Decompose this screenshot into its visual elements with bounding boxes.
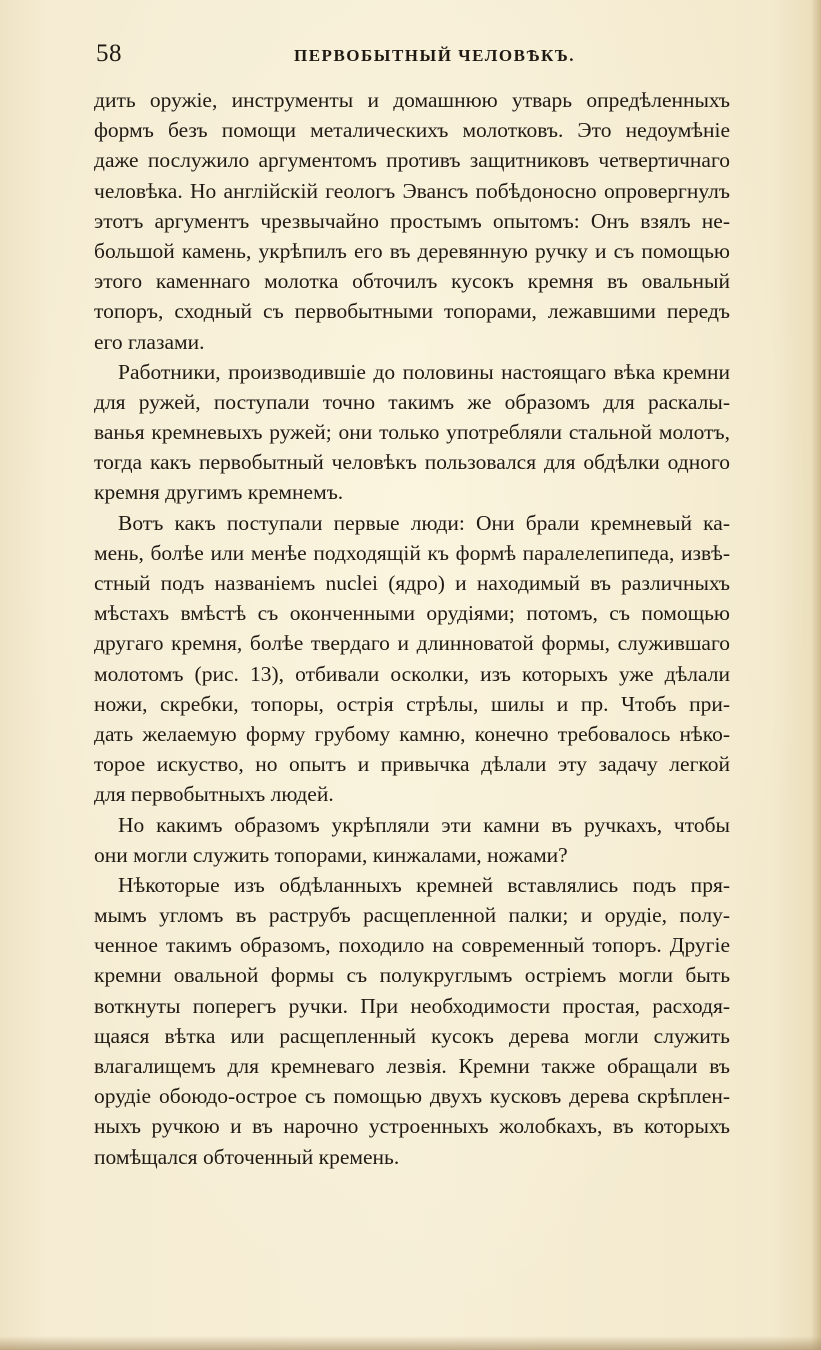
- text-line: Вотъ какъ поступали первые люди: Они брали кремневый ка-: [118, 510, 730, 535]
- text-line: большой камень, укрѣпилъ его въ деревянную ручку и съ помощью: [94, 238, 730, 263]
- text-line: его глазами.: [94, 329, 205, 354]
- text-line: этого каменнаго молотка обточилъ кусокъ кремня въ овальный: [94, 269, 730, 294]
- paragraph: [94, 357, 730, 508]
- text-line: тогда какъ первобытный человѣкъ пользовался для обдѣлки одного: [94, 450, 730, 475]
- text-line: ченное такимъ образомъ, походило на современный топоръ. Другіе: [94, 933, 730, 958]
- text-line: помѣщался обточенный кремень.: [94, 1144, 400, 1169]
- text-line: ныхъ ручкою и въ нарочно устроенныхъ жолобкахъ, въ которыхъ: [94, 1114, 730, 1139]
- body-text: [94, 85, 730, 1172]
- text-line: топоръ, сходный съ первобытными топорами, лежавшими передъ: [94, 299, 730, 324]
- text-line: торое искуство, но опытъ и привычка дѣлали эту задачу легкой: [94, 752, 730, 777]
- text-line: орудіе обоюдо-острое съ помощью двухъ кусковъ дерева скрѣплен-: [94, 1084, 730, 1109]
- text-line: даже послужило аргументомъ противъ защитниковъ четвертичнаго: [94, 148, 730, 173]
- page-number: 58: [96, 40, 122, 67]
- paragraph: [94, 810, 730, 870]
- text-line: Но какимъ образомъ укрѣпляли эти камни въ ручкахъ, чтобы: [118, 812, 730, 837]
- text-line: для ружей, поступали точно такимъ же образомъ для раскалы-: [94, 389, 730, 414]
- text-line: Нѣкоторые изъ обдѣланныхъ кремней вставлялись подъ пря-: [118, 872, 730, 897]
- text-line: кремни овальной формы съ полукруглымъ остріемъ могли быть: [94, 963, 730, 988]
- page-edge-shadow-right: [811, 0, 821, 1350]
- paragraph: [94, 508, 730, 810]
- page-header: [96, 40, 730, 74]
- text-line: стный подъ названіемъ nuclei (ядро) и находимый въ различныхъ: [94, 571, 730, 595]
- text-line: мѣстахъ вмѣстѣ съ оконченными орудіями; потомъ, съ помощью: [94, 601, 730, 626]
- paragraph: [94, 85, 730, 357]
- text-line: этотъ аргументъ чрезвычайно простымъ опытомъ: Онъ взялъ не-: [94, 208, 730, 233]
- text-line: человѣка. Но англійскій геологъ Эвансъ побѣдоносно опровергнулъ: [94, 178, 730, 203]
- text-line: ножи, скребки, топоры, острія стрѣлы, шилы и пр. Чтобъ при-: [94, 691, 730, 716]
- text-line: кремня другимъ кремнемъ.: [94, 480, 344, 505]
- text-line: дить оружіе, инструменты и домашнюю утварь опредѣленныхъ: [94, 88, 730, 112]
- running-head: ПЕРВОБЫТНЫЙ ЧЕЛОВѢКЪ.: [294, 46, 576, 65]
- text-line: молотомъ (рис. 13), отбивали осколки, изъ которыхъ уже дѣлали: [94, 661, 730, 686]
- text-line: воткнуты поперегъ ручки. При необходимости простая, расходя-: [94, 993, 730, 1018]
- text-line: ванья кремневыхъ ружей; они только употребляли стальной молотъ,: [94, 420, 730, 445]
- paragraph: [94, 870, 730, 1172]
- text-line: дать желаемую форму грубому камню, конечно требовалось нѣко-: [94, 721, 730, 746]
- text-line: формъ безъ помощи металическихъ молотковъ. Это недоумѣніе: [94, 118, 730, 143]
- text-line: щаяся вѣтка или расщепленный кусокъ дерева могли служить: [94, 1023, 730, 1048]
- page-edge-shadow-bottom: [0, 1336, 821, 1350]
- text-line: другаго кремня, болѣе твердаго и длинноватой формы, служившаго: [94, 631, 730, 656]
- text-line: они могли служить топорами, кинжалами, ножами?: [94, 842, 568, 867]
- text-line: мень, болѣе или менѣе подходящій къ формѣ паралелепипеда, извѣ-: [94, 540, 730, 565]
- text-line: влагалищемъ для кремневаго лезвія. Кремни также обращали въ: [94, 1054, 730, 1078]
- text-line: мымъ угломъ въ раструбъ расщепленной палки; и орудіе, полу-: [94, 903, 730, 928]
- text-line: Работники, производившіе до половины настоящаго вѣка кремни: [118, 359, 730, 384]
- text-line: для первобытныхъ людей.: [94, 782, 334, 807]
